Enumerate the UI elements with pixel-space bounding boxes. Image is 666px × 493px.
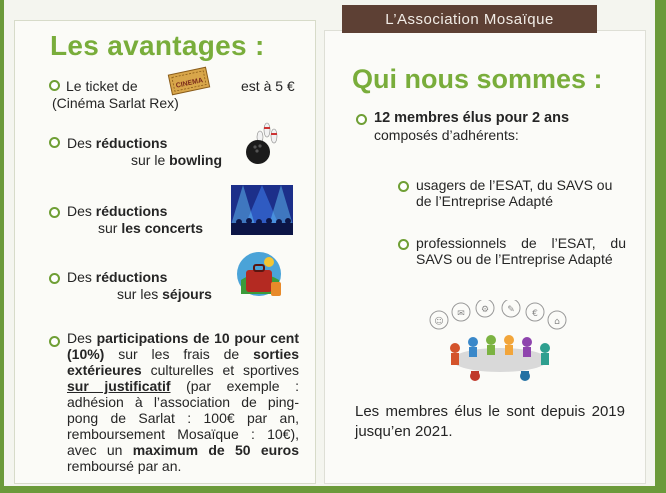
svg-text:⚙: ⚙ — [480, 305, 490, 315]
members-composition: composés d’adhérents: — [374, 127, 519, 143]
trip-bold2: séjours — [162, 286, 212, 302]
trip-bold1: réductions — [95, 269, 168, 285]
who-title: Qui nous sommes : — [352, 64, 603, 94]
members-users: usagers de l’ESAT, du SAVS ou de l’Entreprise Adapté — [416, 177, 613, 209]
svg-text:☺: ☺ — [434, 317, 444, 327]
meeting-illustration — [425, 300, 575, 388]
right-border — [655, 0, 666, 493]
bullet-icon — [398, 181, 409, 192]
cinema-ticket-text: CINEMA — [175, 77, 204, 90]
concert-bold2: les concerts — [121, 220, 204, 236]
bowling-prefix: Des — [67, 135, 92, 151]
bowling-line1 — [67, 135, 167, 151]
members-professionals: professionnels de l’ESAT, du SAVS ou de l’Entreprise Adapté — [416, 235, 626, 267]
trip-prefix: Des — [67, 269, 92, 285]
advantages-title: Les avantages : — [50, 30, 265, 61]
bowling-line2-prefix: sur le — [131, 152, 166, 168]
svg-text:⌂: ⌂ — [554, 317, 560, 327]
participation-end: remboursé par an. — [67, 458, 182, 474]
participation-outings: sorties extérieures — [67, 346, 299, 378]
svg-text:✉: ✉ — [457, 309, 465, 319]
bowling-bold2: bowling — [169, 152, 223, 168]
bullet-icon — [49, 80, 60, 91]
concert-line2-prefix: sur — [98, 220, 118, 236]
participation-proof: sur justificatif — [67, 378, 171, 394]
bowling-icon — [236, 118, 286, 168]
trip-line1 — [67, 269, 167, 285]
bullet-icon — [398, 239, 409, 250]
bullet-icon — [356, 114, 367, 125]
bullet-icon — [49, 336, 60, 347]
cinema-price-text: est à 5 € — [241, 78, 295, 94]
participation-paragraph — [67, 330, 299, 474]
cinema-line1-prefix: Le ticket de — [66, 78, 138, 94]
bowling-line2 — [131, 152, 222, 168]
trip-line2 — [117, 286, 212, 302]
participation-example: (par exemple : adhésion à l’association de ping-pong de Sarlat : 100€ par an, remboursement Mosaïque : 10€), avec un — [67, 378, 300, 458]
suitcase-icon — [235, 250, 285, 302]
concert-prefix: Des — [67, 203, 92, 219]
cinema-price — [241, 78, 295, 94]
members-period: Les membres élus le sont depuis 2019 jusqu’en 2021. — [355, 403, 625, 440]
bullet-icon — [49, 137, 60, 148]
members-heading: 12 membres élus pour 2 ans — [374, 110, 570, 126]
cinema-ticket-icon — [166, 64, 212, 98]
participation-percent: participations de 10 pour cent (10%) — [67, 330, 299, 362]
trip-line2-prefix: sur les — [117, 286, 159, 302]
bowling-bold1: réductions — [95, 135, 168, 151]
concert-icon — [231, 185, 293, 235]
concert-bold1: réductions — [95, 203, 168, 219]
concert-line1 — [67, 203, 167, 219]
bullet-icon — [49, 273, 60, 284]
cinema-name: (Cinéma Sarlat Rex) — [52, 95, 179, 111]
bullet-icon — [49, 207, 60, 218]
bottom-border — [0, 486, 666, 493]
concert-line2 — [98, 220, 203, 236]
svg-text:€: € — [532, 309, 538, 319]
association-header: L’Association Mosaïque — [342, 5, 597, 33]
left-border — [0, 0, 4, 493]
participation-intro: Des — [67, 330, 92, 346]
participation-after: culturelles et sportives — [150, 362, 299, 378]
participation-maximum: maximum de 50 euros — [132, 442, 299, 458]
svg-text:✎: ✎ — [507, 305, 515, 315]
participation-mid: sur les frais de — [118, 346, 240, 362]
